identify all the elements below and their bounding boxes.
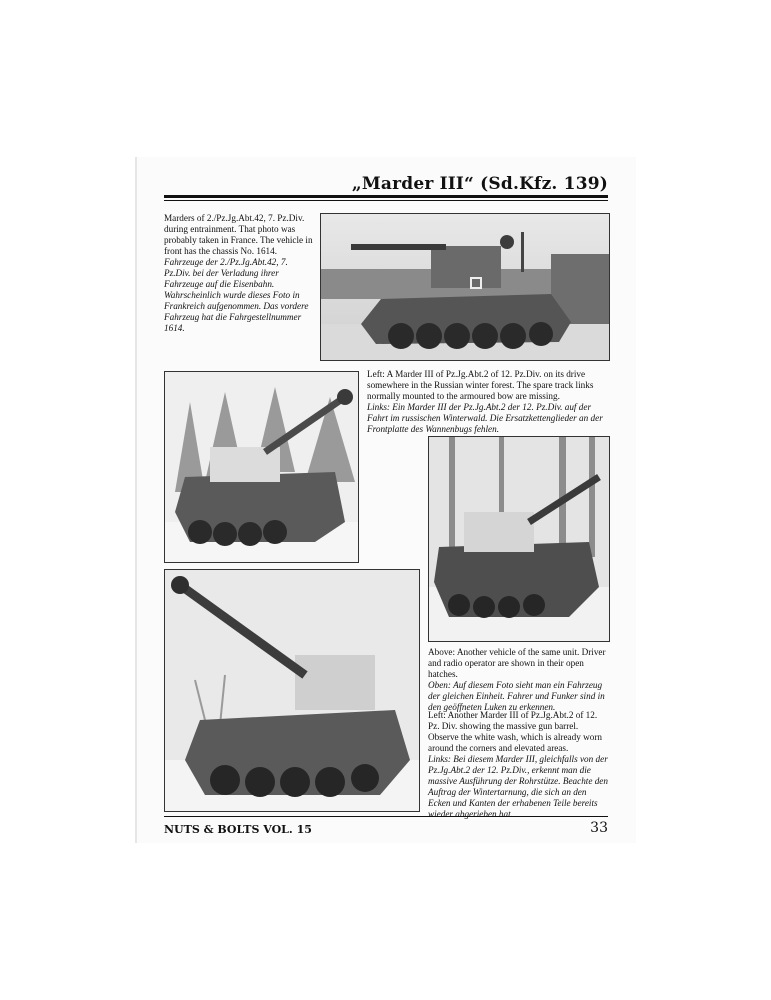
caption-photo-3 — [428, 647, 608, 713]
photo-marder-entrainment — [320, 213, 610, 361]
caption-photo-2-de: Links: Ein Marder III der Pz.Jg.Abt.2 der 12. Pz.Div. auf der Fahrt im russischen Winterwald. Die Ersatzkettenglieder an der Frontplatte des Wannenbugs fehlen. — [367, 402, 603, 434]
magazine-page — [137, 157, 636, 843]
header-rule — [164, 195, 608, 198]
series-title: NUTS & BOLTS VOL. 15 — [164, 823, 312, 836]
caption-photo-1-en: Marders of 2./Pz.Jg.Abt.42, 7. Pz.Div. during entrainment. That photo was probably taken in France. The vehicle in front has the chassis No. 1614. — [164, 213, 313, 256]
photo-marder-gun-barrel — [164, 569, 420, 812]
photo-marder-winter-forest — [164, 371, 359, 563]
caption-photo-2 — [367, 369, 608, 435]
caption-photo-2-en: Left: A Marder III of Pz.Jg.Abt.2 of 12. Pz.Div. on its drive somewhere in the Russian winter forest. The spare track links normally mounted to the armoured bow are missing. — [367, 369, 594, 401]
caption-photo-1 — [164, 213, 314, 334]
page-number: 33 — [590, 820, 608, 836]
caption-photo-4-en: Left: Another Marder III of Pz.Jg.Abt.2 of 12. Pz. Div. showing the massive gun barrel. Observe the white wash, which is already worn around the corners and elevated areas. — [428, 710, 603, 753]
footer-rule — [164, 816, 608, 817]
caption-photo-4-de: Links: Bei diesem Marder III, gleichfalls von der Pz.Jg.Abt.2 der 12. Pz.Div., erkennt man die massive Ausführung der Rohrstütze. Beachte den Auftrag der Wintertarnung, die sich an den Ecken und Kanten der erhabenen Teile bereits wieder abgerieben hat. — [428, 754, 608, 819]
photo-marder-same-unit — [428, 436, 610, 642]
caption-photo-4 — [428, 710, 608, 820]
caption-photo-3-en: Above: Another vehicle of the same unit. Driver and radio operator are shown in their open hatches. — [428, 647, 606, 679]
caption-photo-3-de: Oben: Auf diesem Foto sieht man ein Fahrzeug der gleichen Einheit. Fahrer und Funker sind in den geöffneten Luken zu erkennen. — [428, 680, 605, 712]
page-title: „Marder III“ (Sd.Kfz. 139) — [351, 174, 608, 194]
header-rule-thin — [164, 200, 608, 201]
caption-photo-1-de: Fahrzeuge der 2./Pz.Jg.Abt.42, 7. Pz.Div. bei der Verladung ihrer Fahrzeuge auf die Eisenbahn. Wahrscheinlich wurde dieses Foto in Frankreich aufgenommen. Das vordere Fahrzeug hat die Fahrgestellnummer 1614. — [164, 257, 309, 333]
